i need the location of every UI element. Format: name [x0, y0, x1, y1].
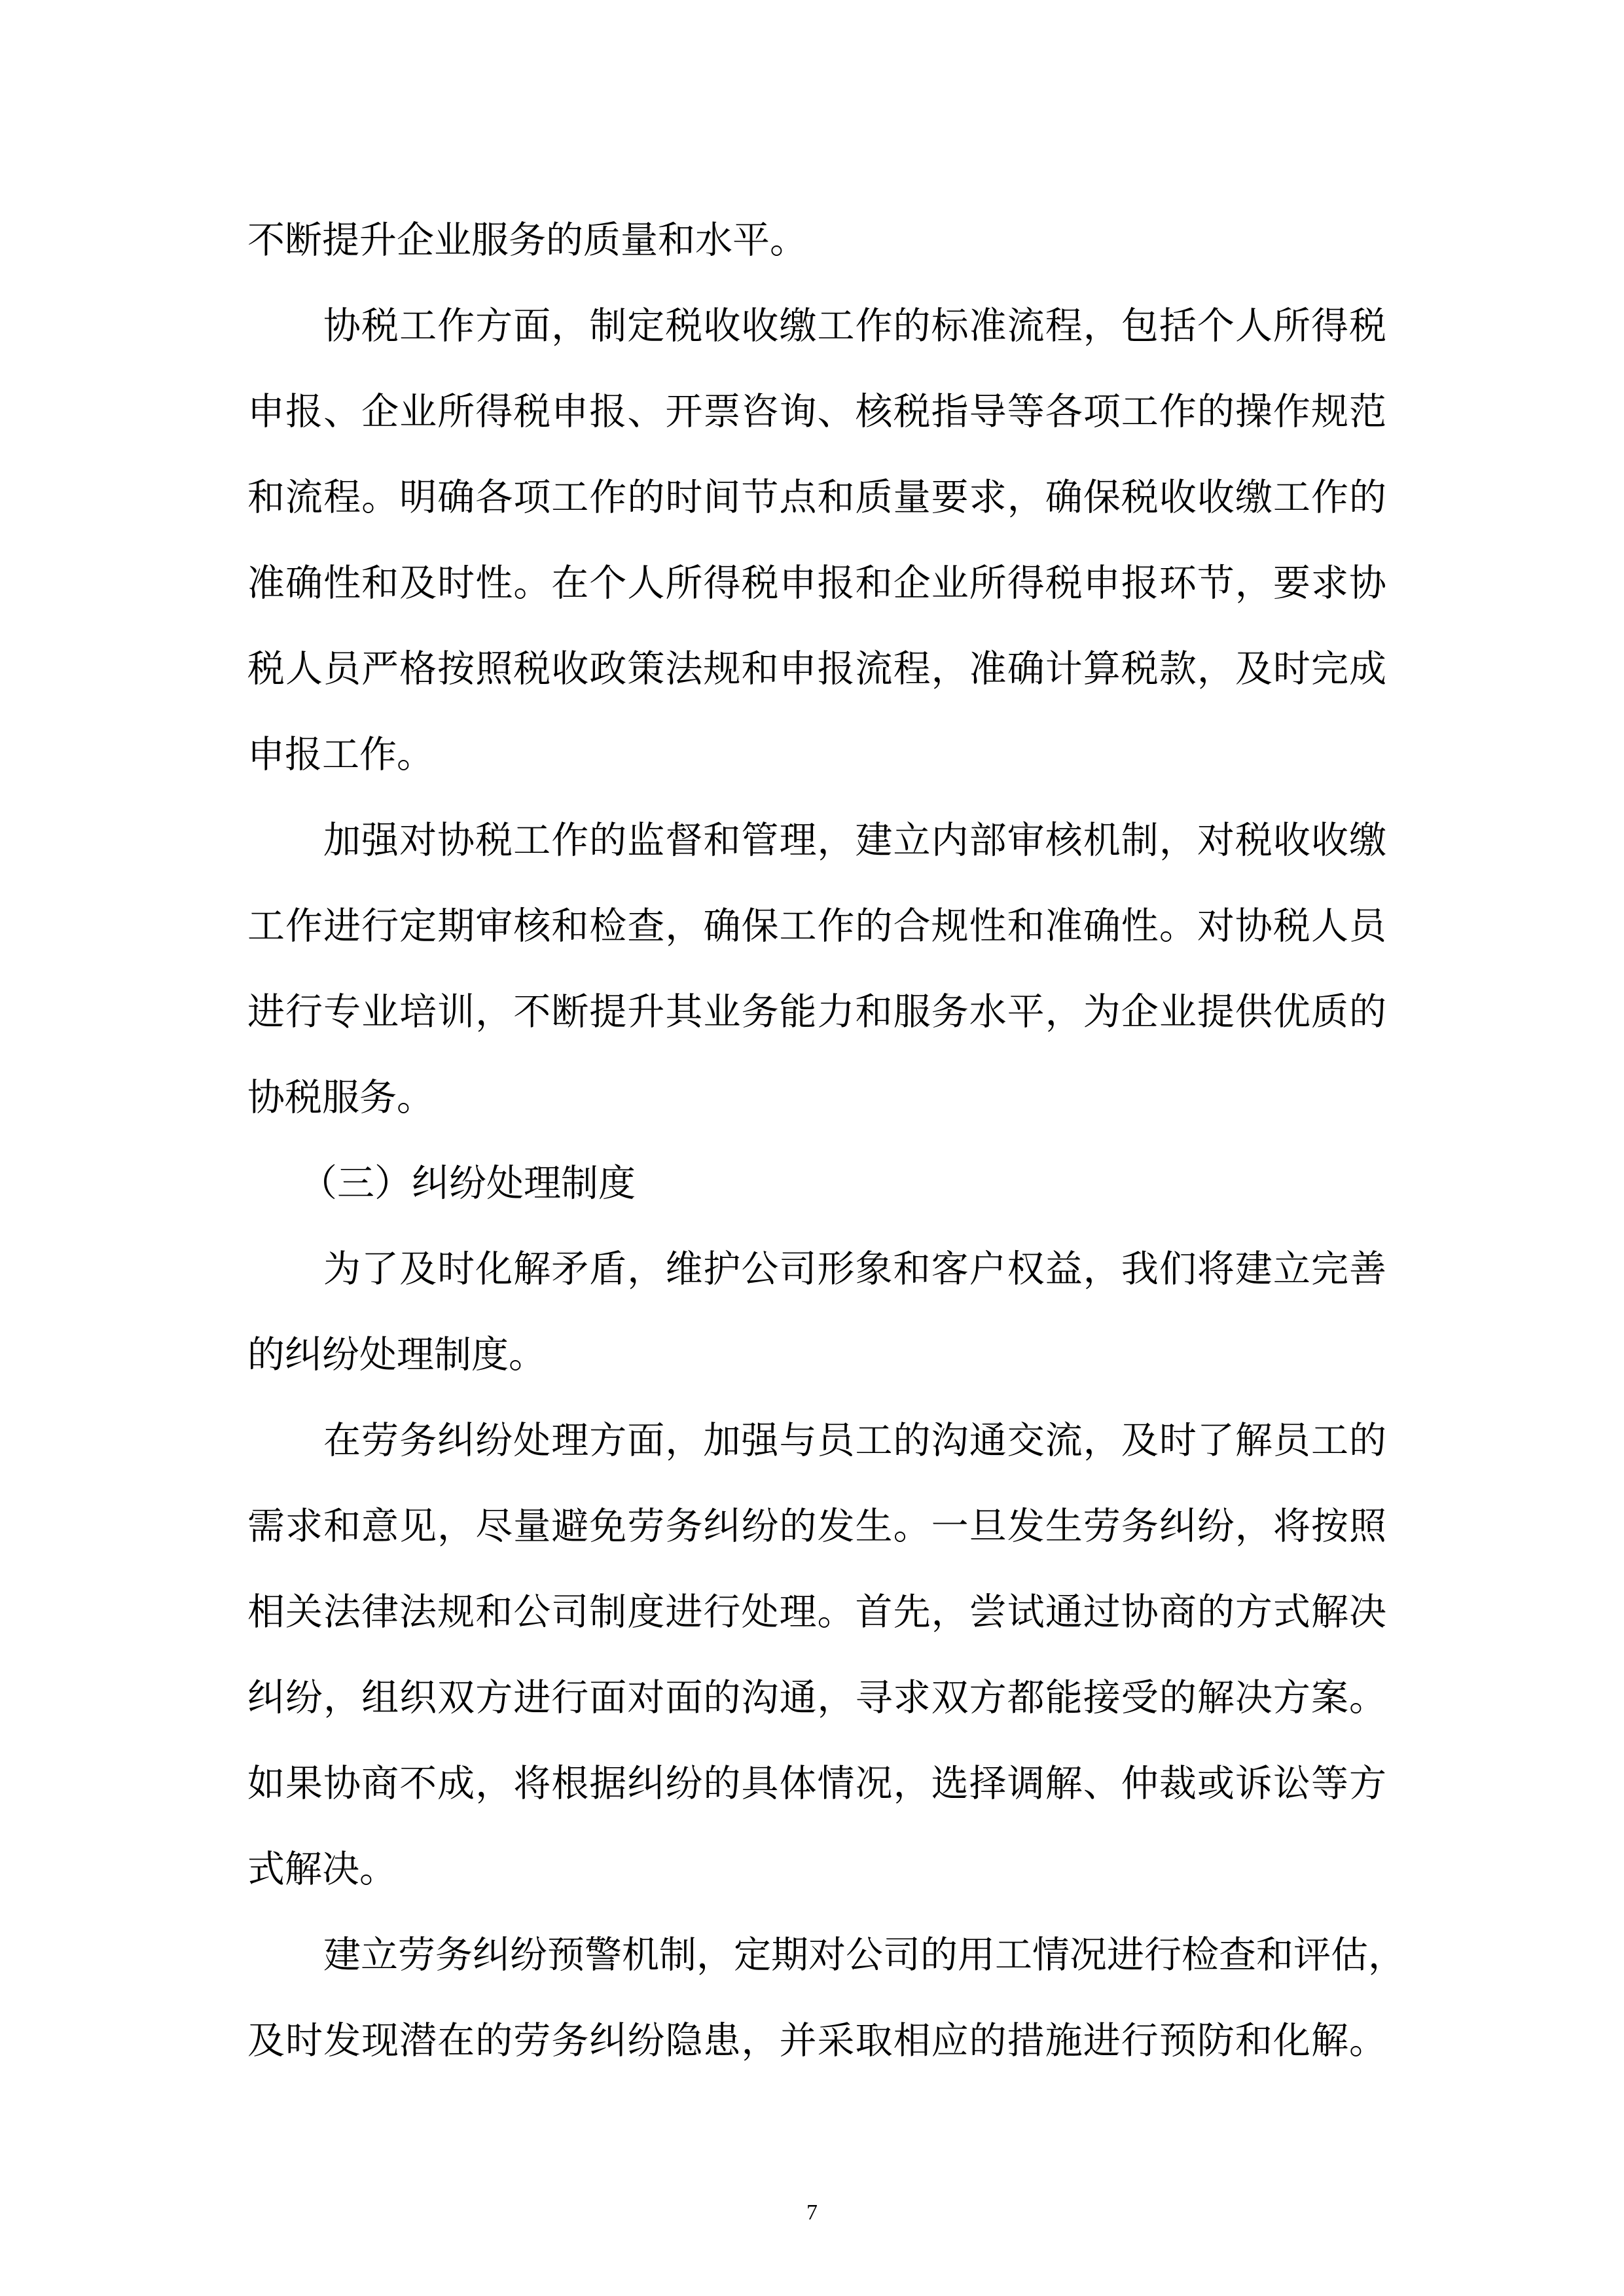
- text-line: 式解决。: [247, 1848, 397, 1891]
- text-line: 的纠纷处理制度。: [247, 1333, 546, 1376]
- section-heading: （三）纠纷处理制度: [300, 1162, 636, 1205]
- text-line: 相关法律法规和公司制度进行处理。首先，尝试通过协商的方式解决: [247, 1590, 1386, 1634]
- paragraph-first-line: 协税工作方面，制定税收收缴工作的标准流程，包括个人所得税: [323, 304, 1386, 348]
- text-line: 申报工作。: [247, 733, 434, 776]
- paragraph-first-line: 加强对协税工作的监督和管理，建立内部审核机制，对税收收缴: [323, 819, 1386, 862]
- page-number: 7: [806, 2200, 818, 2225]
- text-line: 如果协商不成，将根据纠纷的具体情况，选择调解、仲裁或诉讼等方: [247, 1762, 1386, 1805]
- text-line: 需求和意见，尽量避免劳务纠纷的发生。一旦发生劳务纠纷，将按照: [247, 1505, 1386, 1548]
- text-line: 工作进行定期审核和检查，确保工作的合规性和准确性。对协税人员: [247, 905, 1386, 948]
- paragraph-first-line: 建立劳务纠纷预警机制，定期对公司的用工情况进行检查和评估，: [323, 1933, 1405, 1977]
- paragraph-first-line: 在劳务纠纷处理方面，加强与员工的沟通交流，及时了解员工的: [323, 1419, 1386, 1462]
- text-line: 税人员严格按照税收政策法规和申报流程，准确计算税款，及时完成: [247, 647, 1386, 691]
- text-line: 及时发现潜在的劳务纠纷隐患，并采取相应的措施进行预防和化解。: [247, 2019, 1386, 2062]
- text-line: 进行专业培训，不断提升其业务能力和服务水平，为企业提供优质的: [247, 990, 1386, 1033]
- text-line: 准确性和及时性。在个人所得税申报和企业所得税申报环节，要求协: [247, 562, 1386, 605]
- paragraph-first-line: 为了及时化解矛盾，维护公司形象和客户权益，我们将建立完善: [323, 1247, 1386, 1291]
- text-line: 和流程。明确各项工作的时间节点和质量要求，确保税收收缴工作的: [247, 476, 1386, 519]
- text-line: 纠纷，组织双方进行面对面的沟通，寻求双方都能接受的解决方案。: [247, 1676, 1386, 1719]
- text-line: 协税服务。: [247, 1076, 434, 1119]
- text-line: 申报、企业所得税申报、开票咨询、核税指导等各项工作的操作规范: [247, 390, 1386, 433]
- text-line: 不断提升企业服务的质量和水平。: [247, 219, 807, 262]
